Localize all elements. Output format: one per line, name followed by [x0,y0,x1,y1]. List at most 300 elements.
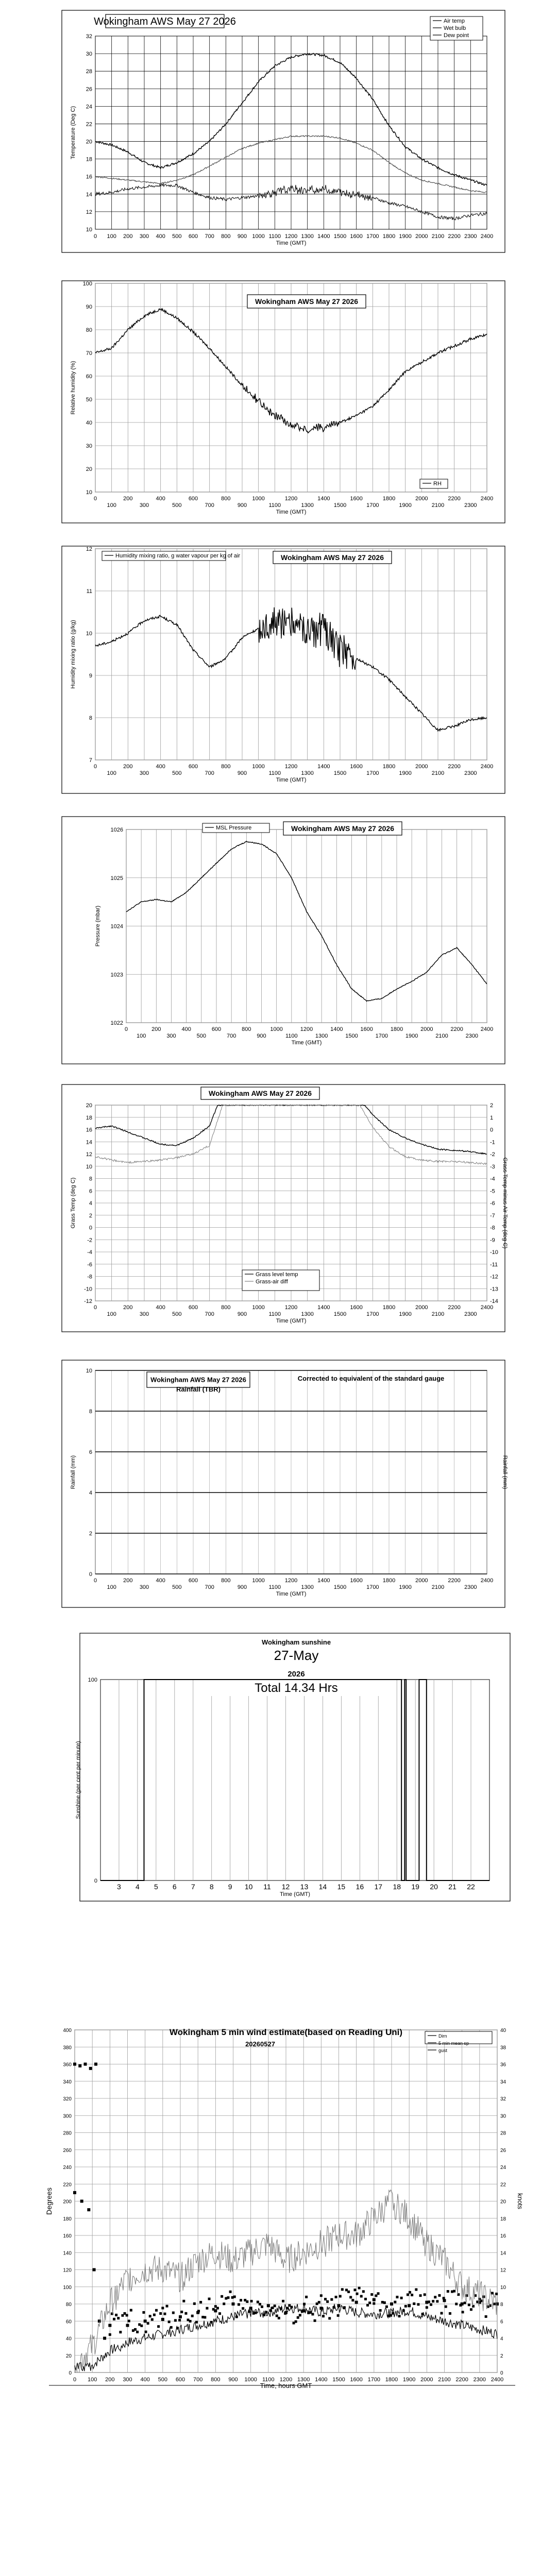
direction-point [426,2306,428,2309]
x-tick-label: 300 [123,2377,132,2383]
direction-point [368,2301,371,2304]
x-tick-label: 1500 [332,2377,345,2383]
x-tick-label: 1900 [399,502,412,509]
x-tick-label: 400 [156,1304,165,1311]
direction-point [84,2063,87,2066]
y2-tick-label: 2 [490,1103,494,1109]
direction-point [385,2306,388,2308]
direction-point [108,2324,111,2327]
x-tick-label: 100 [107,1584,116,1590]
x-tick-label: 1400 [317,496,330,502]
x-tick-label: 400 [156,496,165,502]
x-tick-label: 2400 [480,233,494,240]
direction-point [73,2063,76,2066]
x-tick-label: 1800 [390,1026,403,1032]
y-tick-label: 24 [86,104,92,110]
y-axis-label: Sunshine (per cent per minute) [75,1741,81,1819]
x-tick-label: 1600 [350,233,363,240]
direction-point [409,2291,411,2294]
y-tick-label: 60 [65,2319,72,2325]
y-tick-label: 8 [89,1176,92,1182]
x-tick-label: 14 [318,1883,327,1891]
direction-point [159,2312,162,2315]
x-tick-label: 600 [211,1026,222,1032]
direction-point [274,2304,276,2307]
direction-point [109,2333,111,2336]
direction-point [349,2296,352,2298]
direction-point [267,2304,269,2307]
direction-point [149,2315,151,2317]
x-tick-label: 21 [448,1883,457,1891]
x-tick-label: 2100 [431,770,445,776]
direction-point [93,2268,96,2272]
x-tick-label: 19 [411,1883,419,1891]
y2-tick-label: 16 [500,2233,506,2239]
x-tick-label: 3 [117,1883,121,1891]
direction-point [419,2294,422,2297]
y-tick-label: 100 [88,1677,97,1683]
direction-point [441,2312,443,2314]
x-tick-label: 500 [172,233,182,240]
x-tick-label: 700 [226,1033,236,1039]
x-tick-label: 100 [87,2377,97,2383]
direction-point [180,2311,183,2313]
x-tick-label: 2100 [431,1584,445,1590]
x-tick-label: 1900 [405,1033,418,1039]
x-tick-label: 700 [205,233,214,240]
x-tick-label: 7 [191,1883,195,1891]
y2-tick-label: 24 [500,2165,506,2171]
x-tick-label: 200 [123,496,133,502]
direction-point [400,2297,403,2299]
y-tick-label: 340 [63,2079,72,2085]
direction-point [212,2308,215,2311]
x-tick-label: 2100 [438,2377,451,2383]
direction-point [341,2288,344,2291]
x-tick-label: 800 [221,1578,231,1584]
legend-label: Grass level temp [256,1272,298,1278]
x-tick-label: 100 [136,1033,146,1039]
direction-point [182,2300,185,2302]
direction-point [398,2315,401,2317]
x-tick-label: 300 [139,233,149,240]
x-axis-label: Time (GMT) [276,1591,307,1597]
x-tick-label: 0 [93,1578,97,1584]
direction-point [80,2200,83,2203]
x-tick-label: 2200 [448,233,461,240]
direction-point [356,2293,359,2295]
x-tick-label: 2200 [448,496,461,502]
x-tick-label: 900 [228,2377,238,2383]
direction-point [130,2309,132,2312]
y2-tick-label: 20 [500,2199,506,2205]
direction-point [351,2299,354,2301]
legend-label: Air temp [444,18,465,24]
chart-title: Wokingham AWS May 27 2026 [94,16,236,28]
direction-point [305,2296,308,2298]
x-tick-label: 2100 [431,233,445,240]
x-tick-label: 1500 [333,770,347,776]
direction-point [495,2293,498,2295]
x-tick-label: 2000 [415,764,428,770]
direction-point [128,2320,130,2323]
direction-point [428,2300,430,2303]
chart-subtitle: Rainfall (TBR) [176,1385,221,1393]
legend-label: Dew point [444,32,469,39]
direction-point [373,2298,376,2301]
x-tick-label: 1400 [317,1578,330,1584]
x-tick-label: 200 [123,1304,133,1311]
direction-point [161,2318,164,2321]
x-tick-label: 2200 [448,1304,461,1311]
x-tick-label: 1600 [350,496,363,502]
direction-point [134,2328,137,2331]
direction-point [299,2314,301,2316]
direction-point [261,2306,263,2308]
direction-point [284,2312,286,2315]
x-tick-label: 2300 [464,502,477,509]
y-tick-label: 28 [86,69,92,75]
date-label: 27-May [274,1648,319,1663]
y-axis-label: Rainfall (mm) [70,1455,76,1489]
x-tick-label: 2100 [435,1033,448,1039]
x-axis-label: Time (GMT) [276,509,307,515]
y-tick-label: 360 [63,2062,72,2068]
direction-point [229,2291,232,2293]
x-tick-label: 400 [156,233,165,240]
chart-title: Wokingham sunshine [261,1638,331,1646]
y2-tick-label: 12 [500,2267,506,2274]
y-tick-label: 100 [82,281,92,287]
x-tick-label: 1000 [252,1304,265,1311]
x-tick-label: 4 [136,1883,140,1891]
y-tick-label: 12 [86,546,92,552]
x-tick-label: 1100 [268,1311,281,1317]
x-tick-label: 2300 [464,1584,477,1590]
x-tick-label: 1000 [270,1026,283,1032]
x-tick-label: 800 [242,1026,251,1032]
direction-point [259,2303,261,2306]
direction-point [276,2314,278,2317]
x-tick-label: 2300 [464,770,477,776]
y2-tick-label: 4 [500,2336,503,2342]
y-tick-label: 120 [63,2267,72,2274]
x-tick-label: 2300 [465,1033,479,1039]
direction-point [373,2302,375,2305]
x-tick-label: 500 [196,1033,207,1039]
y-tick-label: 220 [63,2182,72,2188]
chart-title: Wokingham AWS May 27 2026 [291,824,394,833]
x-tick-label: 300 [139,1584,149,1590]
y2-tick-label: 34 [500,2079,506,2085]
x-tick-label: 2000 [415,233,428,240]
direction-point [238,2303,240,2306]
y2-tick-label: 2 [500,2353,503,2359]
y2-tick-label: 18 [500,2216,506,2222]
x-tick-label: 600 [188,764,198,770]
total-label: Total 14.34 Hrs [255,1681,338,1695]
direction-point [246,2300,248,2303]
x-tick-label: 2200 [448,1578,461,1584]
x-tick-label: 2000 [415,1578,428,1584]
y-tick-label: 70 [86,350,92,357]
chart-title: Wokingham AWS May 27 2026 [255,297,358,306]
direction-point [355,2301,358,2304]
y-tick-label: 11 [86,588,92,595]
direction-point [297,2316,299,2319]
x-tick-label: 1500 [333,233,347,240]
y2-tick-label: 0 [500,2370,503,2376]
x-tick-label: 13 [300,1883,309,1891]
direction-point [206,2307,208,2310]
y-tick-label: 18 [86,156,92,163]
direction-point [362,2290,365,2293]
legend-label: MSL Pressure [216,825,252,831]
x-tick-label: 400 [140,2377,150,2383]
x-tick-label: 1300 [301,1311,314,1317]
y-tick-label: 1024 [110,923,123,930]
x-tick-label: 1700 [366,1584,379,1590]
y2-tick-label: 8 [500,2302,503,2308]
y-tick-label: 22 [86,121,92,128]
x-tick-label: 1300 [297,2377,310,2383]
y-tick-label: 0 [69,2370,72,2376]
y2-tick-label: -9 [490,1237,495,1244]
y-tick-label: 10 [86,631,92,637]
y-tick-label: 32 [86,33,92,40]
x-tick-label: 1600 [350,1578,363,1584]
direction-point [459,2304,462,2307]
y-tick-label: 10 [86,227,92,233]
direction-point [144,2319,147,2323]
direction-point [250,2300,253,2302]
x-tick-label: 2400 [480,1578,494,1584]
y-tick-label: 2 [89,1531,92,1537]
x-tick-label: 1000 [252,1578,265,1584]
x-tick-label: 1600 [360,1026,373,1032]
y-tick-label: 20 [65,2353,72,2359]
x-tick-label: 1800 [382,764,396,770]
y2-tick-label: 26 [500,2147,506,2154]
direction-point [455,2302,458,2305]
x-tick-label: 800 [221,233,231,240]
direction-point [278,2317,280,2319]
y-tick-label: 60 [86,374,92,380]
y-tick-label: 280 [63,2130,72,2137]
direction-point [318,2301,320,2303]
direction-point [314,2319,316,2322]
x-tick-label: 900 [237,1584,247,1590]
direction-point [178,2319,181,2321]
direction-point [377,2292,380,2295]
direction-point [343,2306,346,2309]
legend-label: Grass-air diff [256,1279,288,1285]
y2-tick-label: 1 [490,1114,494,1121]
direction-point [295,2320,297,2323]
y-tick-label: 80 [86,327,92,333]
x-tick-label: 2400 [480,1304,494,1311]
x-tick-label: 1800 [382,1578,396,1584]
y-tick-label: -12 [84,1298,92,1304]
y-axis-label: Relative humidity (%) [70,361,76,415]
y2-tick-label: -11 [490,1261,498,1268]
direction-point [432,2300,434,2302]
x-tick-label: 2200 [455,2377,468,2383]
x-axis-label: Time (GMT) [280,1891,310,1897]
x-tick-label: 400 [156,1578,165,1584]
direction-point [126,2324,129,2327]
x-tick-label: 2000 [420,2377,433,2383]
direction-point [218,2312,221,2315]
x-tick-label: 1800 [382,496,396,502]
y2-tick-label: -7 [490,1212,495,1219]
direction-point [470,2308,472,2311]
x-tick-label: 400 [181,1026,191,1032]
direction-point [168,2320,171,2323]
direction-point [364,2298,367,2300]
y2-tick-label: -2 [490,1151,495,1158]
y-tick-label: 180 [63,2216,72,2222]
direction-point [282,2300,284,2302]
chart-title: Wokingham AWS May 27 2026 [209,1089,312,1098]
direction-point [240,2299,242,2301]
y-tick-label: 2 [89,1212,92,1219]
x-tick-label: 1200 [284,233,298,240]
direction-point [311,2313,314,2315]
chart-title: Wokingham AWS May 27 2026 [150,1376,246,1384]
x-tick-label: 700 [193,2377,203,2383]
direction-point [189,2320,192,2323]
x-tick-label: 2400 [480,764,494,770]
x-tick-label: 2300 [464,233,477,240]
x-tick-label: 500 [158,2377,168,2383]
x-tick-label: 1000 [252,764,265,770]
x-tick-label: 17 [374,1883,383,1891]
x-tick-label: 1100 [268,770,281,776]
x-tick-label: 500 [172,1584,182,1590]
x-tick-label: 2400 [480,496,494,502]
x-tick-label: 600 [188,1578,198,1584]
y-tick-label: -2 [87,1237,92,1244]
y-tick-label: 9 [89,673,92,679]
y-axis-label: Temperature (Deg C) [70,106,76,160]
x-axis-label: Time (GMT) [291,1040,322,1046]
x-tick-label: 1500 [333,1311,347,1317]
x-tick-label: 2000 [415,1304,428,1311]
y-tick-label: -6 [87,1261,92,1268]
y-axis-label: Humidity mixing ratio (g/kg) [70,620,76,689]
x-tick-label: 600 [188,1304,198,1311]
x-tick-label: 300 [139,502,149,509]
year-label: 2026 [288,1670,305,1679]
x-tick-label: 100 [107,502,116,509]
y-tick-label: 18 [86,1114,92,1121]
y-tick-label: 7 [89,757,92,764]
y-tick-label: -10 [84,1286,92,1293]
y2-tick-label: 10 [500,2284,506,2291]
direction-point [163,2313,166,2315]
y-tick-label: 10 [86,1368,92,1374]
x-tick-label: 1100 [268,1584,281,1590]
x-tick-label: 400 [156,764,165,770]
direction-point [430,2303,432,2306]
y-tick-label: 20 [86,1103,92,1109]
y-tick-label: 20 [86,466,92,472]
x-tick-label: 800 [221,496,231,502]
y-tick-label: 20 [86,139,92,145]
x-tick-label: 1200 [279,2377,293,2383]
x-tick-label: 2000 [415,496,428,502]
direction-point [126,2314,128,2316]
direction-point [147,2322,149,2325]
y-tick-label: 300 [63,2113,72,2120]
x-tick-label: 2400 [480,1026,494,1032]
direction-point [353,2289,356,2291]
y-tick-label: 26 [86,86,92,93]
direction-point [383,2301,386,2304]
y-tick-label: -4 [87,1249,92,1256]
y-tick-label: 380 [63,2045,72,2051]
y-axis-label: Grass Temp (deg C) [70,1177,76,1229]
y-tick-label: 1025 [110,875,123,882]
y2-tick-label: -3 [490,1163,495,1170]
x-tick-label: 2300 [473,2377,486,2383]
y2-tick-label: -12 [490,1274,498,1280]
x-tick-label: 1000 [244,2377,257,2383]
direction-point [330,2298,333,2301]
y-tick-label: 30 [86,51,92,58]
direction-point [115,2314,117,2316]
x-tick-label: 300 [139,770,149,776]
x-tick-label: 2100 [431,1311,445,1317]
x-tick-label: 1300 [301,233,314,240]
x-tick-label: 700 [205,1584,214,1590]
y-tick-label: 10 [86,1163,92,1170]
direction-point [335,2296,337,2298]
x-tick-label: 10 [244,1883,253,1891]
y2-tick-label: 0 [490,1127,494,1133]
direction-point [328,2317,331,2319]
y2-tick-label: -8 [490,1225,495,1231]
y-tick-label: 8 [89,1409,92,1415]
x-tick-label: 1100 [268,233,281,240]
direction-point [337,2304,341,2307]
y-axis-label: Degrees [45,2188,53,2215]
x-tick-label: 1400 [330,1026,343,1032]
y-tick-label: 0 [94,1878,97,1884]
x-tick-label: 1200 [284,764,298,770]
x-tick-label: 0 [93,233,97,240]
direction-point [193,2302,196,2305]
x-tick-label: 900 [237,770,247,776]
x-tick-label: 1900 [399,1584,412,1590]
x-tick-label: 1000 [252,496,265,502]
x-tick-label: 100 [107,770,116,776]
x-tick-label: 1400 [317,764,330,770]
y2-tick-label: 36 [500,2062,506,2068]
x-tick-label: 1700 [366,233,379,240]
x-tick-label: 300 [139,1311,149,1317]
direction-point [145,2331,147,2333]
y2-tick-label: 40 [500,2028,506,2033]
direction-point [407,2293,409,2296]
direction-point [445,2306,447,2308]
y-tick-label: 40 [65,2336,72,2342]
chart-title: Wokingham AWS May 27 2026 [281,553,384,562]
direction-point [87,2208,90,2211]
direction-point [232,2302,235,2306]
x-tick-label: 1900 [399,1311,412,1317]
